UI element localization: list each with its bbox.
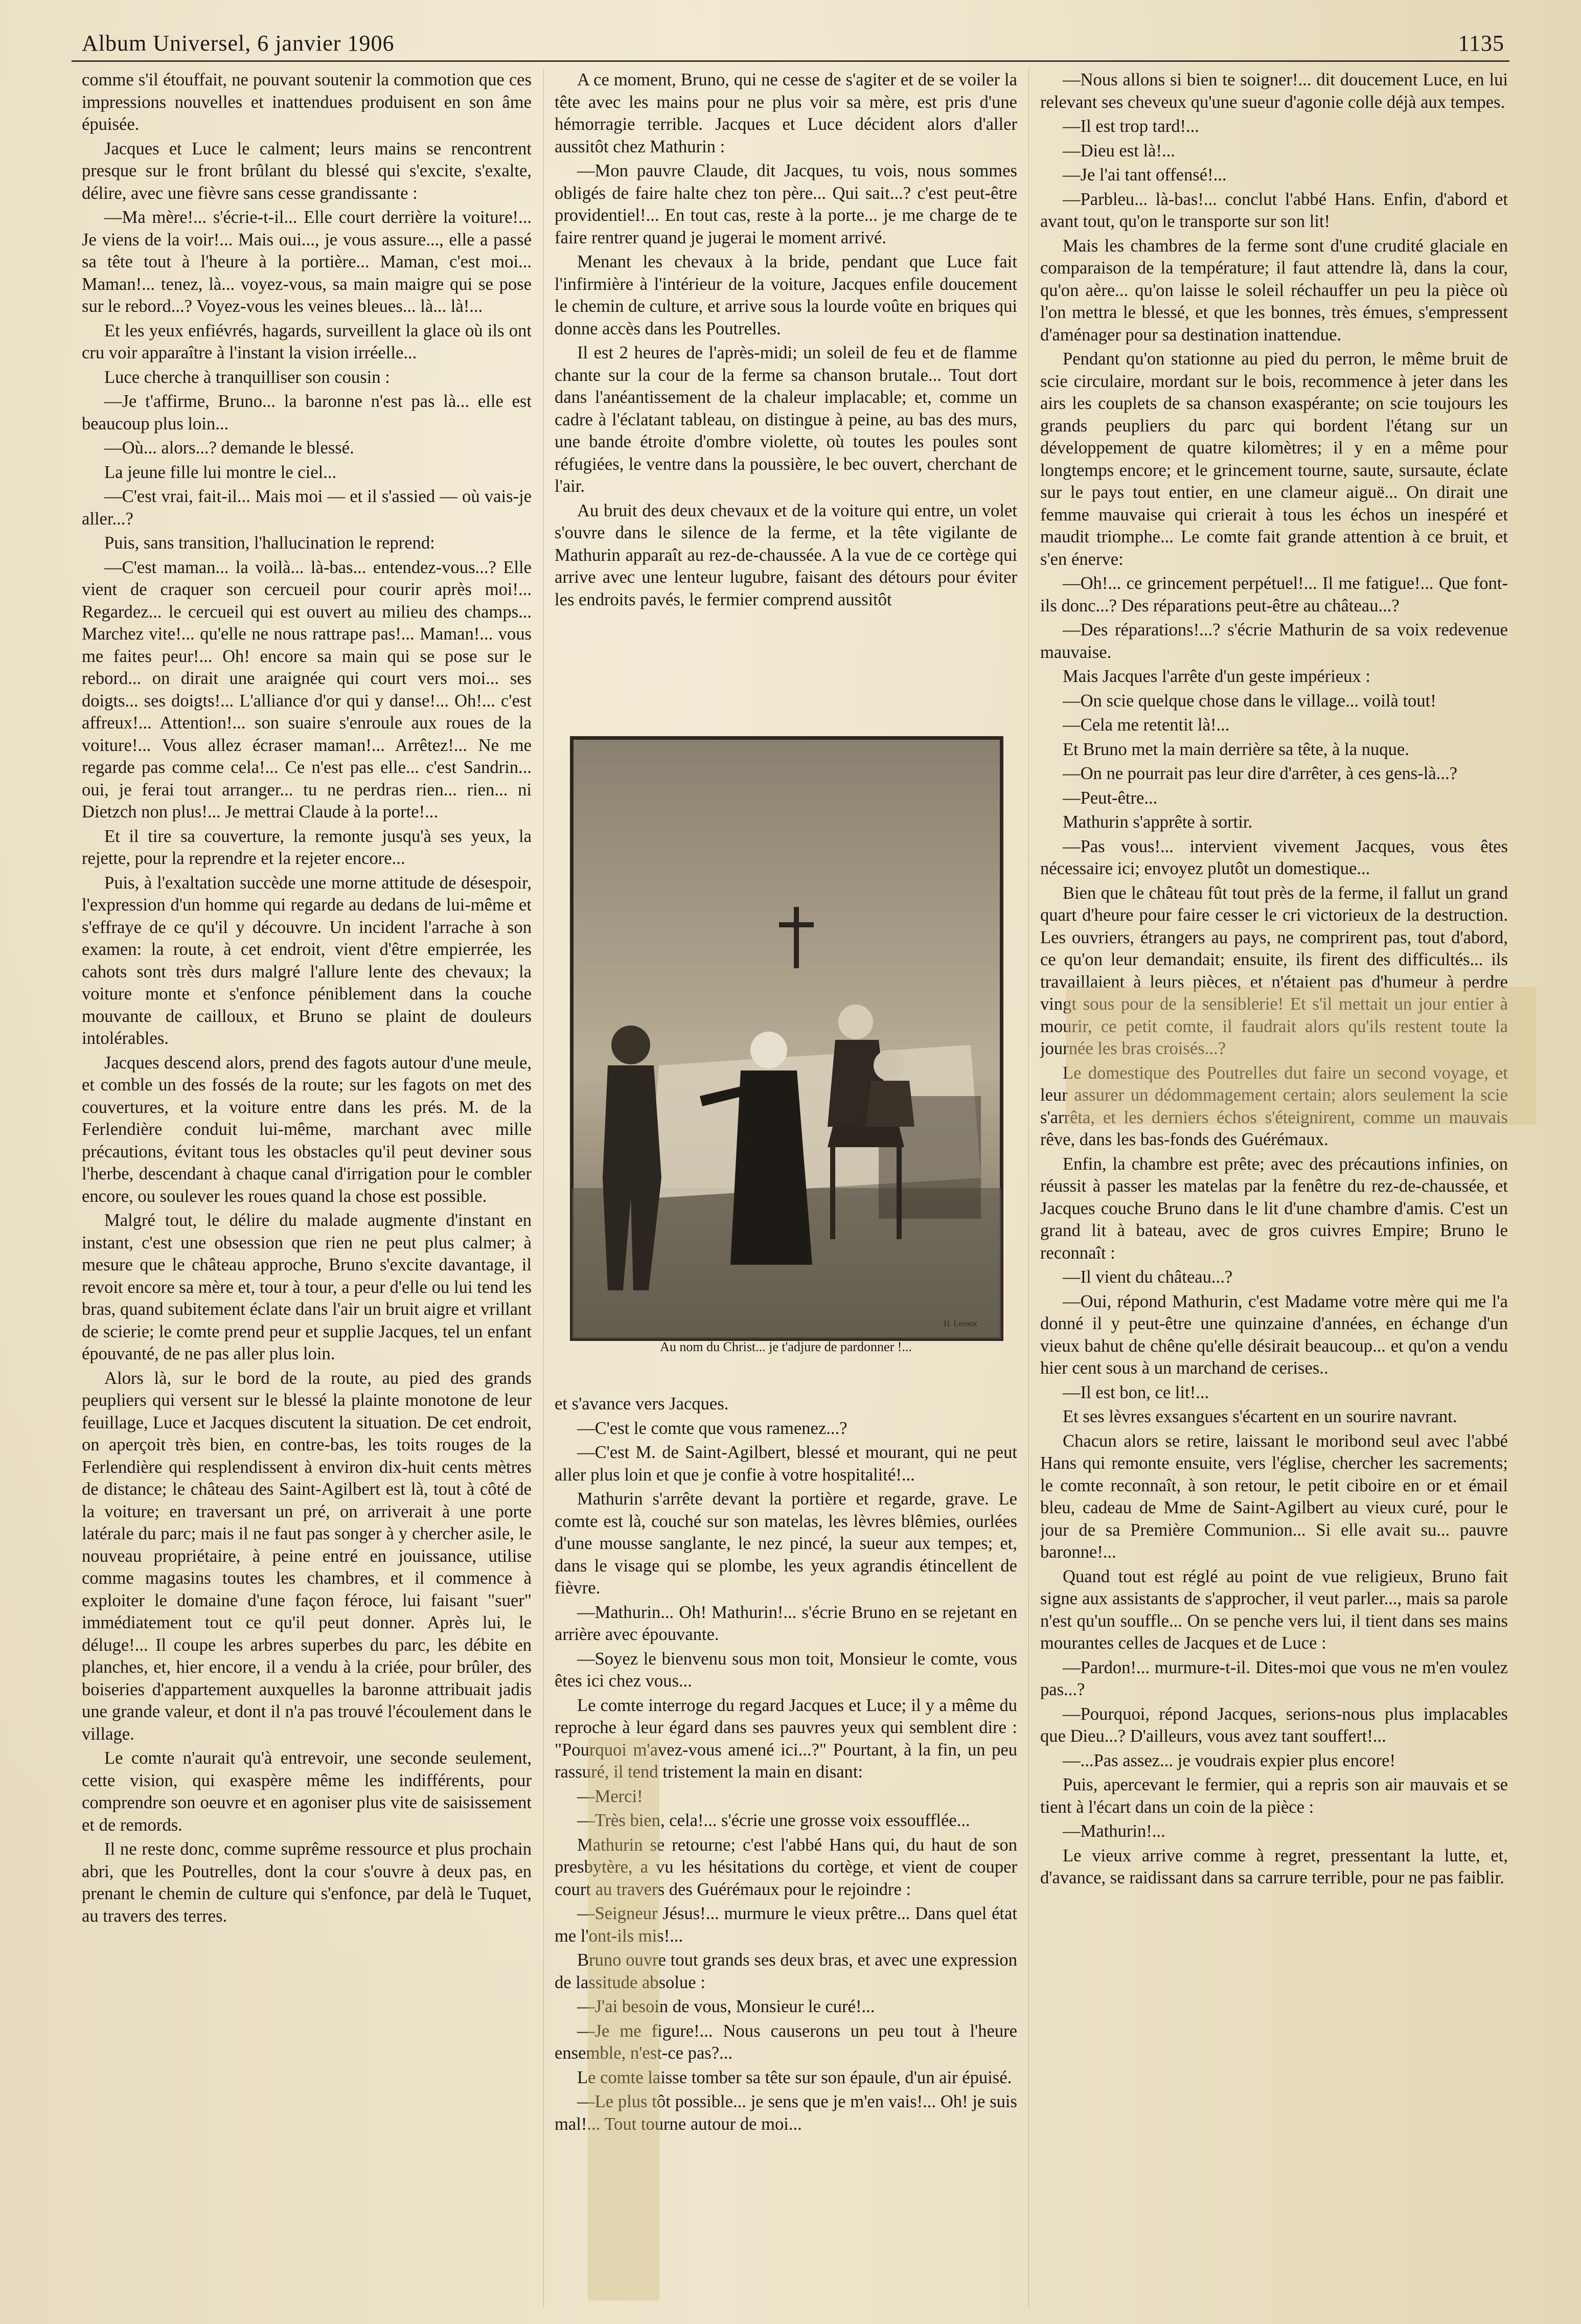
paragraph: —Pourquoi, répond Jacques, serions-nous plus implacables que Dieu...? D'ailleurs, vous avez tant souffert!... xyxy=(1040,1704,1508,1746)
paragraph: Jacques et Luce le calment; leurs mains se rencontrent presque sur le front brûlant du blessé qui s'excite, s'exalte, délire, avec une fièvre sans cesse grandissante : xyxy=(82,139,532,203)
paragraph: —Soyez le bienvenu sous mon toit, Monsieur le comte, vous êtes ici chez vous... xyxy=(555,1649,1017,1691)
paragraph: Chacun alors se retire, laissant le moribond seul avec l'abbé Hans qui remonte ensuite, vers l'église, chercher les sacrements; le comte reconnaît, à son retour, le petit ciboire en or et émail bleu, cadeau de Mme de Saint-Agilbert au vieux curé, pour le jour de sa Première Communion... Si elle avait su... pauvre baronne!... xyxy=(1040,1431,1508,1562)
paragraph: —Oh!... ce grincement perpétuel!... Il me fatigue!... Que font-ils donc...? Des réparations peut-être au château...? xyxy=(1040,574,1508,616)
paragraph: Le comte laisse tomber sa tête sur son épaule, d'un air épuisé. xyxy=(577,2067,1012,2087)
paragraph: Luce cherche à tranquilliser son cousin : xyxy=(104,367,390,387)
paragraph: Bruno ouvre tout grands ses deux bras, et avec une expression de lassitude absolue : xyxy=(555,1950,1017,1992)
paragraph: —Mathurin!... xyxy=(1063,1821,1165,1841)
page-number: 1135 xyxy=(1458,31,1504,56)
paragraph: —Mathurin... Oh! Mathurin!... s'écrie Bruno en se rejetant en arrière avec épouvante. xyxy=(555,1602,1017,1644)
column-gutter xyxy=(543,69,544,2308)
paragraph: —C'est vrai, fait-il... Mais moi — et il s'assied — où vais-je aller...? xyxy=(82,487,532,529)
paragraph: Le comte interroge du regard Jacques et Luce; il y a même du reproche à leur égard dans ses pauvres yeux qui semblent dire : "Pourquoi m'avez-vous amené ici...?" Pourtant, à la fin, un peu rassuré, il tend tristement la main en disant: xyxy=(555,1695,1017,1782)
paragraph: Au bruit des deux chevaux et de la voiture qui entre, un volet s'ouvre dans le silence de la ferme, et la tête vigilante de Mathurin apparaît au rez-de-chaussée. A la vue de ce cortège qui arrive avec une lenteur lugubre, faisant des détours pour éviter les endroits pavés, le fermier comprend aussitôt xyxy=(555,500,1017,609)
paragraph: —C'est maman... la voilà... là-bas... entendez-vous...? Elle vient de craquer son cercueil pour courir après moi!... Regardez... le cercueil qui est ouvert au milieu des champs... Marchez vite!... qu'elle ne nous rattrape pas!... Maman!... vous me faites peur!... Oh! encore sa main qui se pose sur le rebord... on dirait une araignée qui court vers moi... ses doigts... ses doigts!... L'alliance d'or qui y danse!... Oh!... c'est affreux!... Attention!... son suaire s'enroule aux roues de la voiture!... Vous allez écraser maman!... Arrêtez!... Ne me regarde pas comme cela!... Ce n'est pas elle... c'est Sandrin... oui, je ferai tout arranger... tu ne perdras rien... rien... ni Dietzch non plus!... Je mettrai Claude à la porte!... xyxy=(82,557,532,822)
tape-stain xyxy=(588,1738,659,2300)
paragraph: —Il est trop tard!... xyxy=(1063,117,1199,136)
paragraph: —J'ai besoin de vous, Monsieur le curé!... xyxy=(577,1997,875,2016)
paragraph: —Le plus tôt possible... je sens que je m'en vais!... Oh! je suis mal!... Tout tourne autour de moi... xyxy=(555,2092,1017,2134)
paragraph: Puis, à l'exaltation succède une morne attitude de désespoir, l'expression d'un homme qui regarde au dedans de lui-même et s'effraye de ce qu'il y découvre. Un incident l'arrache à son examen: la route, à cet endroit, vient d'être empierrée, les cahots sont très durs malgré l'allure lente des chevaux; la voiture monte et s'enfonce péniblement dans la couche mouvante de cailloux, et Bruno se plaint de douleurs intolérables. xyxy=(82,873,532,1048)
paragraph: —Dieu est là!... xyxy=(1063,141,1175,161)
header-rule xyxy=(72,60,1509,62)
illustration-caption: Au nom du Christ... je t'adjure de pardonner !... xyxy=(660,1339,912,1354)
paragraph: —Des réparations!...? s'écrie Mathurin de sa voix redevenue mauvaise. xyxy=(1040,620,1508,662)
paragraph: —Où... alors...? demande le blessé. xyxy=(104,438,354,458)
column-gutter xyxy=(1028,69,1029,2308)
paragraph: —C'est le comte que vous ramenez...? xyxy=(577,1418,847,1438)
paragraph: —Cela me retentit là!... xyxy=(1063,715,1230,735)
illustration-scene xyxy=(572,738,1001,1339)
paragraph: —On ne pourrait pas leur dire d'arrêter, à ces gens-là...? xyxy=(1063,764,1457,783)
paragraph: Jacques descend alors, prend des fagots autour d'une meule, et comble un des fossés de la route; sur les fagots on met des couvertures, et la voiture entre dans les prés. M. de la Ferlendière conduit lui-même, marchant avec mille précautions, évitant tous les obstacles qu'il peut deviner sous l'herbe, descendant à chaque canal d'irrigation pour le combler encore, ou soulever les roues quand la chose est possible. xyxy=(82,1053,532,1206)
paragraph: Il est 2 heures de l'après-midi; un soleil de feu et de flamme chante sur la cour de la ferme sa chanson brutale... Tout dort dans l'anéantissement de la chaleur implacable; et, comme un cadre à l'éclatant tableau, on distingue à peine, au bas des murs, une bande étroite d'ombre violette, où toutes les poules sont réfugiées, le ventre dans la poussière, le bec ouvert, cherchant de l'air. xyxy=(555,343,1017,496)
paragraph: —Nous allons si bien te soigner!... dit doucement Luce, en lui relevant ses cheveux qu'une sueur d'agonie colle déjà aux tempes. xyxy=(1040,70,1508,112)
paragraph: —Je me figure!... Nous causerons un peu tout à l'heure ensemble, n'est-ce pas?... xyxy=(555,2021,1017,2063)
paragraph: Puis, sans transition, l'hallucination le reprend: xyxy=(104,533,435,553)
text-column-1 xyxy=(82,69,532,2308)
paragraph: Pendant qu'on stationne au pied du perron, le même bruit de scie circulaire, mordant sur le bois, recommence à jeter dans les airs les couplets de sa chanson exaspérante; on scie toujours les grands peupliers du parc qui bordent l'étang sur un développement de quatre kilomètres; il y en a même pour longtemps encore; et le grincement tourne, saute, sursaute, éclate sur le pays tout entier, en une clameur aiguë... On dirait une femme mauvaise qui crierait à tous les échos un inespéré et maudit triomphe... Le comte fait grande attention à ce bruit, et s'en énerve: xyxy=(1040,349,1508,569)
paragraph: Mathurin s'apprête à sortir. xyxy=(1063,812,1253,832)
paragraph: Il ne reste donc, comme suprême ressource et plus prochain abri, que les Poutrelles, dont la cour s'ouvre à deux pas, en prenant le chemin de culture qui s'enfonce, par delà le Tuquet, au travers des terres. xyxy=(82,1839,532,1926)
tape-stain xyxy=(1066,987,1536,1125)
paragraph: —Je l'ai tant offensé!... xyxy=(1063,165,1227,185)
paragraph: Puis, apercevant le fermier, qui a repris son air mauvais et se tient à l'écart dans un coin de la pièce : xyxy=(1040,1775,1508,1817)
paragraph: Mais Jacques l'arrête d'un geste impérieux : xyxy=(1063,667,1371,686)
paragraph: Le vieux arrive comme à regret, pressentant la lutte, et, d'avance, se raidissant dans sa carrure terrible, pour ne pas faiblir. xyxy=(1040,1845,1508,1887)
paragraph: —Seigneur Jésus!... murmure le vieux prêtre... Dans quel état me l'ont-ils mis!... xyxy=(555,1904,1017,1946)
paragraph: —Ma mère!... s'écrie-t-il... Elle court derrière la voiture!... Je viens de la voir!... Mais oui..., je vous assure..., elle a passé sa tête tout à l'heure à la portière... Maman, c'est moi... Maman!... tenez, là... voyez-vous, sa main maigre qui se pose sur le rebord...? Voyez-vous les veines bleues... là... là!... xyxy=(82,208,532,316)
paragraph: Mathurin se retourne; c'est l'abbé Hans qui, du haut de son presbytère, a vu les hésitations du cortège, et vient de couper court au travers des Guérémaux pour le rejoindre : xyxy=(555,1835,1017,1899)
paragraph: Et Bruno met la main derrière sa tête, à la nuque. xyxy=(1063,739,1409,759)
paragraph: —Peut-être... xyxy=(1063,788,1158,808)
paragraph: Mathurin s'arrête devant la portière et regarde, grave. Le comte est là, couché sur son matelas, les lèvres blêmies, ourlées d'une mousse sanglante, le nez pincé, la sueur aux tempes; et, dans le visage qui se plombe, les yeux agrandis étincellent de fièvre. xyxy=(555,1489,1017,1598)
paragraph: —On scie quelque chose dans le village... voilà tout! xyxy=(1063,691,1436,711)
paragraph: —Pas vous!... intervient vivement Jacques, vous êtes nécessaire ici; envoyez plutôt un domestique... xyxy=(1040,836,1508,878)
paragraph: —Parbleu... là-bas!... conclut l'abbé Hans. Enfin, d'abord et avant tout, qu'on le transporte sur son lit! xyxy=(1040,189,1508,231)
text-column-2-top xyxy=(555,69,1017,746)
paragraph: La jeune fille lui montre le ciel... xyxy=(104,462,337,482)
paragraph: Alors là, sur le bord de la route, au pied des grands peupliers qui versent sur le blessé la plainte monotone de leur feuillage, Luce et Jacques discutent la situation. De cet endroit, on aperçoit très bien, en contre-bas, les toits rouges de la Ferlendière qui resplendissent à environ dix-huit cents mètres de distance; le château des Saint-Agilbert est là, tout à côté de la voiture; en traversant un pré, on arriverait à une porte latérale du parc; mais il ne faut pas songer à y chercher asile, le nouveau propriétaire, à peine entré en jouissance, utilise comme magasins toutes les chambres, et il commence à exploiter le domaine d'une façon féroce, lui faisant "suer" immédiatement tout ce qu'il peut donner. Après lui, le déluge!... Il coupe les arbres superbes du parc, les débite en planches, et, hier encore, il a vendu à la criée, pour brûler, des boiseries d'appartement auxquelles la baronne attribuait jadis une grande valeur, et dont il n'a pas trouvé l'écoulement dans le village. xyxy=(82,1368,532,1744)
artist-signature: H. Leroux xyxy=(944,1319,977,1328)
paragraph: Enfin, la chambre est prête; avec des précautions infinies, on réussit à passer les matelas par la fenêtre du rez-de-chaussée, et Jacques couche Bruno dans le lit d'une chambre d'amis. C'est un grand lit à bateau, avec de gros cuivres Empire; Bruno le reconnaît : xyxy=(1040,1154,1508,1263)
paragraph: —Il vient du château...? xyxy=(1063,1267,1233,1287)
paragraph: A ce moment, Bruno, qui ne cesse de s'agiter et de se voiler la tête avec les mains pour ne plus voir sa mère, est pris d'une hémorragie terrible. Jacques et Luce décident alors d'aller aussitôt chez Mathurin : xyxy=(555,70,1017,156)
paragraph: —Pardon!... murmure-t-il. Dites-moi que vous ne m'en voulez pas...? xyxy=(1040,1657,1508,1699)
paragraph: Mais les chambres de la ferme sont d'une crudité glaciale en comparaison de la température; il faut attendre là, dans la cour, qu'on aère... qu'on laisse le soleil réchauffer un peu la pièce où l'on mettra le blessé, et que les bonnes, très émues, s'empressent d'aménager pour sa destination inattendue. xyxy=(1040,236,1508,345)
paragraph: Le comte n'aurait qu'à entrevoir, une seconde seulement, cette vision, qui exaspère même les indifférents, pour comprendre son oeuvre et en agoniser plus vite de saisissement et de remords. xyxy=(82,1748,532,1835)
paragraph: Et les yeux enfiévrés, hagards, surveillent la glace où ils ont cru voir apparaître à l'instant la vision irréelle... xyxy=(82,321,532,362)
paragraph: Bien que le château fût tout près de la ferme, il fallut un grand quart d'heure pour faire cesser le cri victorieux de la destruction. Les ouvriers, étrangers au pays, ne comprirent pas, tout d'abord, ce qu'on leur demandait; ensuite, ils firent des difficultés... ils travaillaient à leurs pièces, et n'étaient pas d'humeur à perdre vingt sous pour de la sensiblerie! Et s'il mettait un jour entier à mourir, ce petit comte, il faudrait alors qu'ils restent toute la journée les bras croisés...? xyxy=(1040,883,1508,1058)
text-column-3 xyxy=(1040,69,1508,2308)
engraving-illustration xyxy=(570,736,1003,1341)
paragraph: —Très bien, cela!... s'écrie une grosse voix essoufflée... xyxy=(577,1811,970,1830)
paragraph: Menant les chevaux à la bride, pendant que Luce fait l'infirmière à l'intérieur de la voiture, Jacques enfile doucement le chemin de culture, et arrive sous la lourde voûte en briques qui donne accès dans les Poutrelles. xyxy=(555,252,1017,338)
paragraph: —Merci! xyxy=(577,1786,643,1806)
paragraph: Malgré tout, le délire du malade augmente d'instant en instant, c'est une obsession que rien ne peut plus calmer; à mesure que le château approche, Bruno s'excite davantage, il revoit encore sa mère et, tour à tour, a peur d'elle ou lui tend les bras, quand subitement éclate dans l'air un bruit aigre et vrillant de scierie; le comte prend peur et supplie Jacques, tel un enfant épouvanté, de ne pas aller plus loin. xyxy=(82,1211,532,1363)
paragraph: —Je t'affirme, Bruno... la baronne n'est pas là... elle est beaucoup plus loin... xyxy=(82,392,532,434)
paragraph: —Il est bon, ce lit!... xyxy=(1063,1382,1209,1402)
paragraph: —...Pas assez... je voudrais expier plus encore! xyxy=(1063,1750,1396,1770)
paragraph: et s'avance vers Jacques. xyxy=(555,1394,729,1414)
paragraph: —C'est M. de Saint-Agilbert, blessé et mourant, qui ne peut aller plus loin et que je confie à votre hospitalité!... xyxy=(555,1443,1017,1485)
page-header xyxy=(82,20,1504,56)
paragraph: Et il tire sa couverture, la remonte jusqu'à ses yeux, la rejette, pour la reprendre et la rejeter encore... xyxy=(82,826,532,868)
paragraph: comme s'il étouffait, ne pouvant soutenir la commotion que ces impressions nouvelles et inattendues produisent en son âme épuisée. xyxy=(82,70,532,134)
paragraph: —Mon pauvre Claude, dit Jacques, tu vois, nous sommes obligés de faire halte chez ton père... Qui sait...? c'est peut-être providentiel!... En tout cas, reste à la porte... je me charge de te faire rentrer quand je jugerai le moment arrivé. xyxy=(555,161,1017,247)
publication-date: Album Universel, 6 janvier 1906 xyxy=(82,31,395,56)
paragraph: Le domestique des Poutrelles dut faire un second voyage, et leur assurer un dédommagement certain; alors seulement la scie s'arrêta, et les derniers échos s'éteignirent, comme un mauvais rêve, dans les bas-fonds des Guérémaux. xyxy=(1040,1063,1508,1149)
paragraph: Et ses lèvres exsangues s'écartent en un sourire navrant. xyxy=(1063,1407,1457,1426)
paragraph: —Oui, répond Mathurin, c'est Madame votre mère qui me l'a donné il y peut-être une quinzaine d'années, en échange d'un vieux bahut de chêne qu'elle désirait beaucoup... et qu'on a vendu hier cent sous à un marchand de cerises.. xyxy=(1040,1291,1508,1378)
paragraph: Quand tout est réglé au point de vue religieux, Bruno fait signe aux assistants de s'approcher, il veut parler..., mais sa parole n'est qu'un souffle... On se penche vers lui, il tient dans ses mains mourantes celles de Jacques et de Luce : xyxy=(1040,1566,1508,1653)
